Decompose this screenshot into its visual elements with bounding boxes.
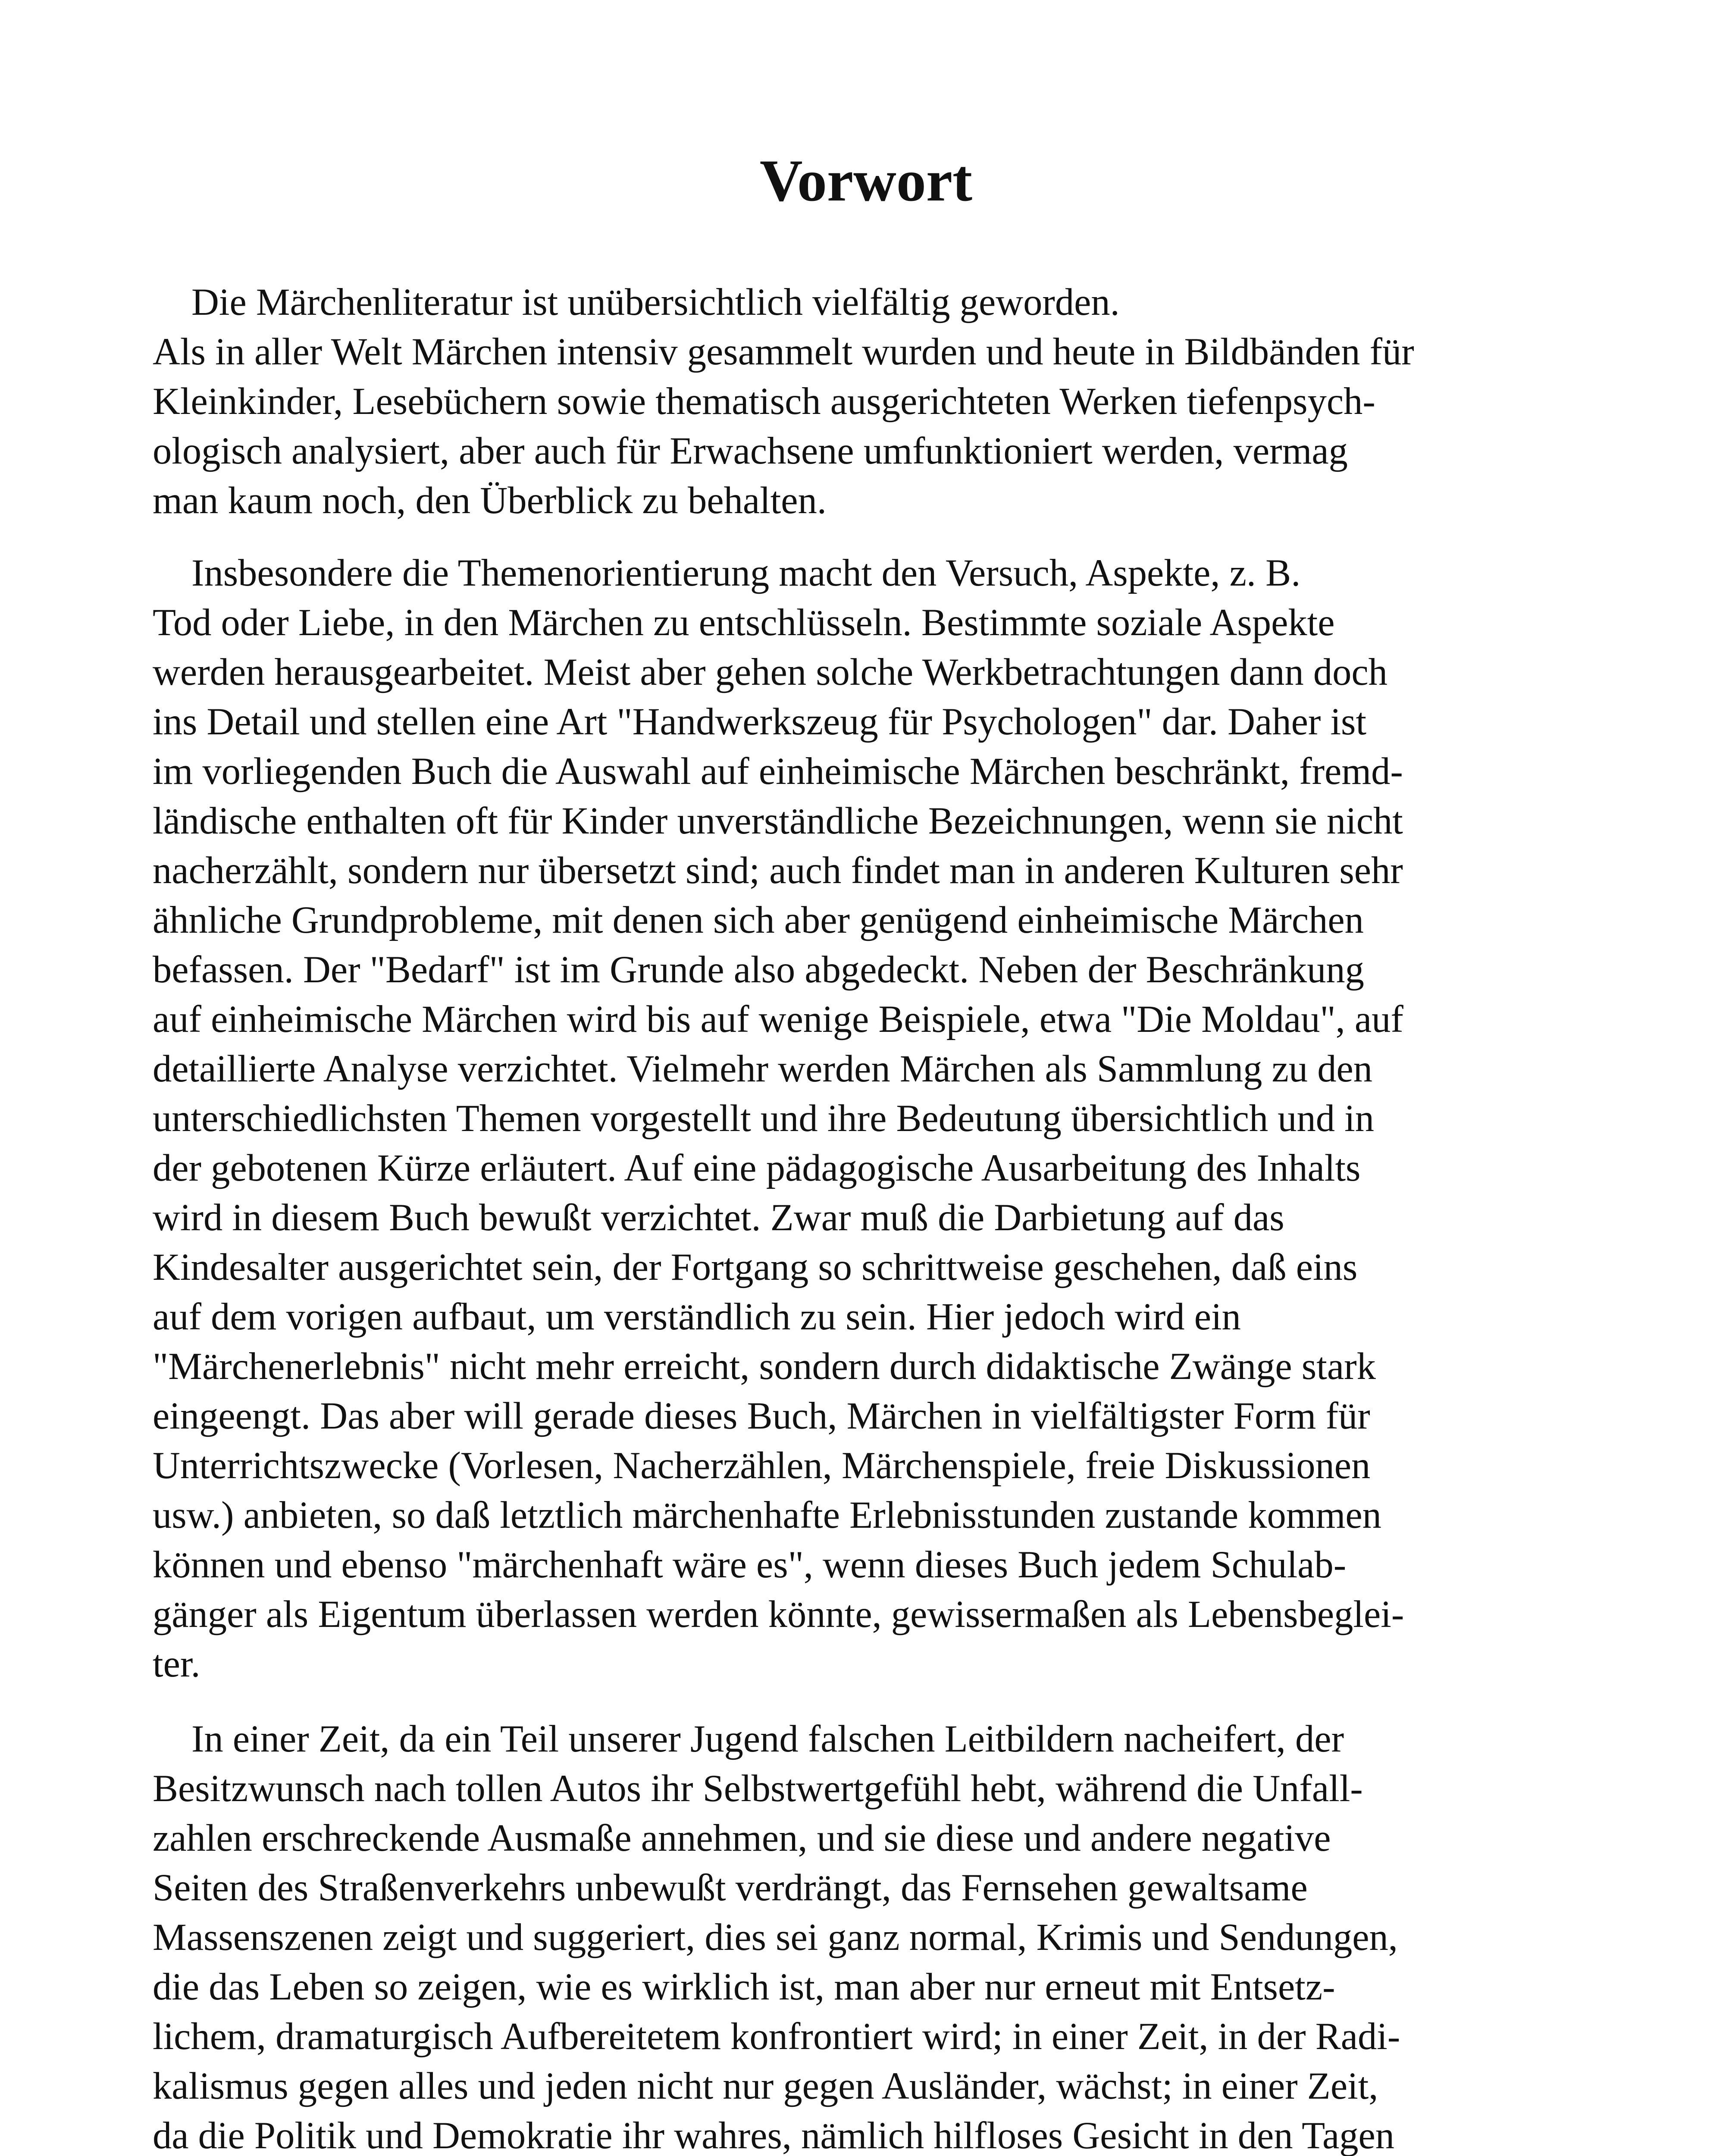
text-line: Insbesondere die Themenorientierung macht den Versuch, Aspekte, z. B. — [191, 552, 1301, 594]
text-line: eingeengt. Das aber will gerade dieses Buch, Märchen in vielfältigster Form für — [153, 1395, 1370, 1437]
text-line: Seiten des Straßenverkehrs unbewußt verdrängt, das Fernsehen gewaltsame — [153, 1867, 1308, 1909]
text-line: ländische enthalten oft für Kinder unverständliche Bezeichnungen, wenn sie nicht — [153, 800, 1403, 842]
text-line: im vorliegenden Buch die Auswahl auf einheimische Märchen beschränkt, fremd- — [153, 750, 1403, 793]
text-line: Besitzwunsch nach tollen Autos ihr Selbstwertgefühl hebt, während die Unfall- — [153, 1767, 1363, 1810]
text-line: können und ebenso "märchenhaft wäre es", wenn dieses Buch jedem Schulab- — [153, 1544, 1347, 1586]
text-line: die das Leben so zeigen, wie es wirklich ist, man aber nur erneut mit Entsetz- — [153, 1966, 1335, 2008]
page-title: Vorwort — [759, 147, 973, 213]
text-line: kalismus gegen alles und jeden nicht nur gegen Ausländer, wächst; in einer Zeit, — [153, 2065, 1378, 2107]
text-line: man kaum noch, den Überblick zu behalten. — [153, 479, 827, 522]
text-line: Unterrichtszwecke (Vorlesen, Nacherzählen, Märchenspiele, freie Diskussionen — [153, 1445, 1371, 1487]
text-line: befassen. Der "Bedarf" ist im Grunde also abgedeckt. Neben der Beschränkung — [153, 949, 1364, 991]
text-line: lichem, dramaturgisch Aufbereitetem konfrontiert wird; in einer Zeit, in der Radi- — [153, 2015, 1400, 2058]
text-line: Tod oder Liebe, in den Märchen zu entschlüsseln. Bestimmte soziale Aspekte — [153, 602, 1335, 644]
text-line: Als in aller Welt Märchen intensiv gesammelt wurden und heute in Bildbänden für — [153, 331, 1414, 373]
text-line: ins Detail und stellen eine Art "Handwerkszeug für Psychologen" dar. Daher ist — [153, 701, 1367, 743]
text-line: Kleinkinder, Lesebüchern sowie thematisch ausgerichteten Werken tiefenpsych- — [153, 380, 1375, 423]
text-line: ähnliche Grundprobleme, mit denen sich aber genügend einheimische Märchen — [153, 899, 1364, 941]
paragraph-1 — [153, 278, 1588, 526]
text-line: ter. — [153, 1643, 200, 1685]
text-line: der gebotenen Kürze erläutert. Auf eine pädagogische Ausarbeitung des Inhalts — [153, 1147, 1361, 1189]
text-line: In einer Zeit, da ein Teil unserer Jugend falschen Leitbildern nacheifert, der — [191, 1718, 1344, 1760]
paragraph-3 — [153, 1714, 1588, 2156]
text-line: auf dem vorigen aufbaut, um verständlich zu sein. Hier jedoch wird ein — [153, 1296, 1241, 1338]
text-line: ologisch analysiert, aber auch für Erwachsene umfunktioniert werden, vermag — [153, 430, 1348, 472]
text-line: "Märchenerlebnis" nicht mehr erreicht, sondern durch didaktische Zwänge stark — [153, 1345, 1376, 1388]
text-line: werden herausgearbeitet. Meist aber gehen solche Werkbetrachtungen dann doch — [153, 651, 1387, 693]
text-line: Massenszenen zeigt und suggeriert, dies sei ganz normal, Krimis und Sendungen, — [153, 1916, 1398, 1959]
text-line: detaillierte Analyse verzichtet. Vielmehr werden Märchen als Sammlung zu den — [153, 1048, 1372, 1090]
text-line: da die Politik und Demokratie ihr wahres, nämlich hilfloses Gesicht in den Tagen — [153, 2115, 1395, 2156]
text-line: usw.) anbieten, so daß letztlich märchenhafte Erlebnisstunden zustande kommen — [153, 1494, 1381, 1536]
text-line: gänger als Eigentum überlassen werden könnte, gewissermaßen als Lebensbeglei- — [153, 1593, 1404, 1636]
text-line: auf einheimische Märchen wird bis auf wenige Beispiele, etwa "Die Moldau", auf — [153, 998, 1403, 1040]
text-line: Die Märchenliteratur ist unübersichtlich vielfältig geworden. — [191, 281, 1120, 323]
text-line: nacherzählt, sondern nur übersetzt sind; auch findet man in anderen Kulturen sehr — [153, 849, 1403, 892]
text-line: unterschiedlichsten Themen vorgestellt und ihre Bedeutung übersichtlich und in — [153, 1097, 1374, 1140]
text-line: zahlen erschreckende Ausmaße annehmen, und sie diese und andere negative — [153, 1817, 1331, 1859]
text-line: Kindesalter ausgerichtet sein, der Fortgang so schrittweise geschehen, daß eins — [153, 1246, 1358, 1288]
paragraph-2 — [153, 548, 1588, 1689]
text-line: wird in diesem Buch bewußt verzichtet. Zwar muß die Darbietung auf das — [153, 1197, 1284, 1239]
